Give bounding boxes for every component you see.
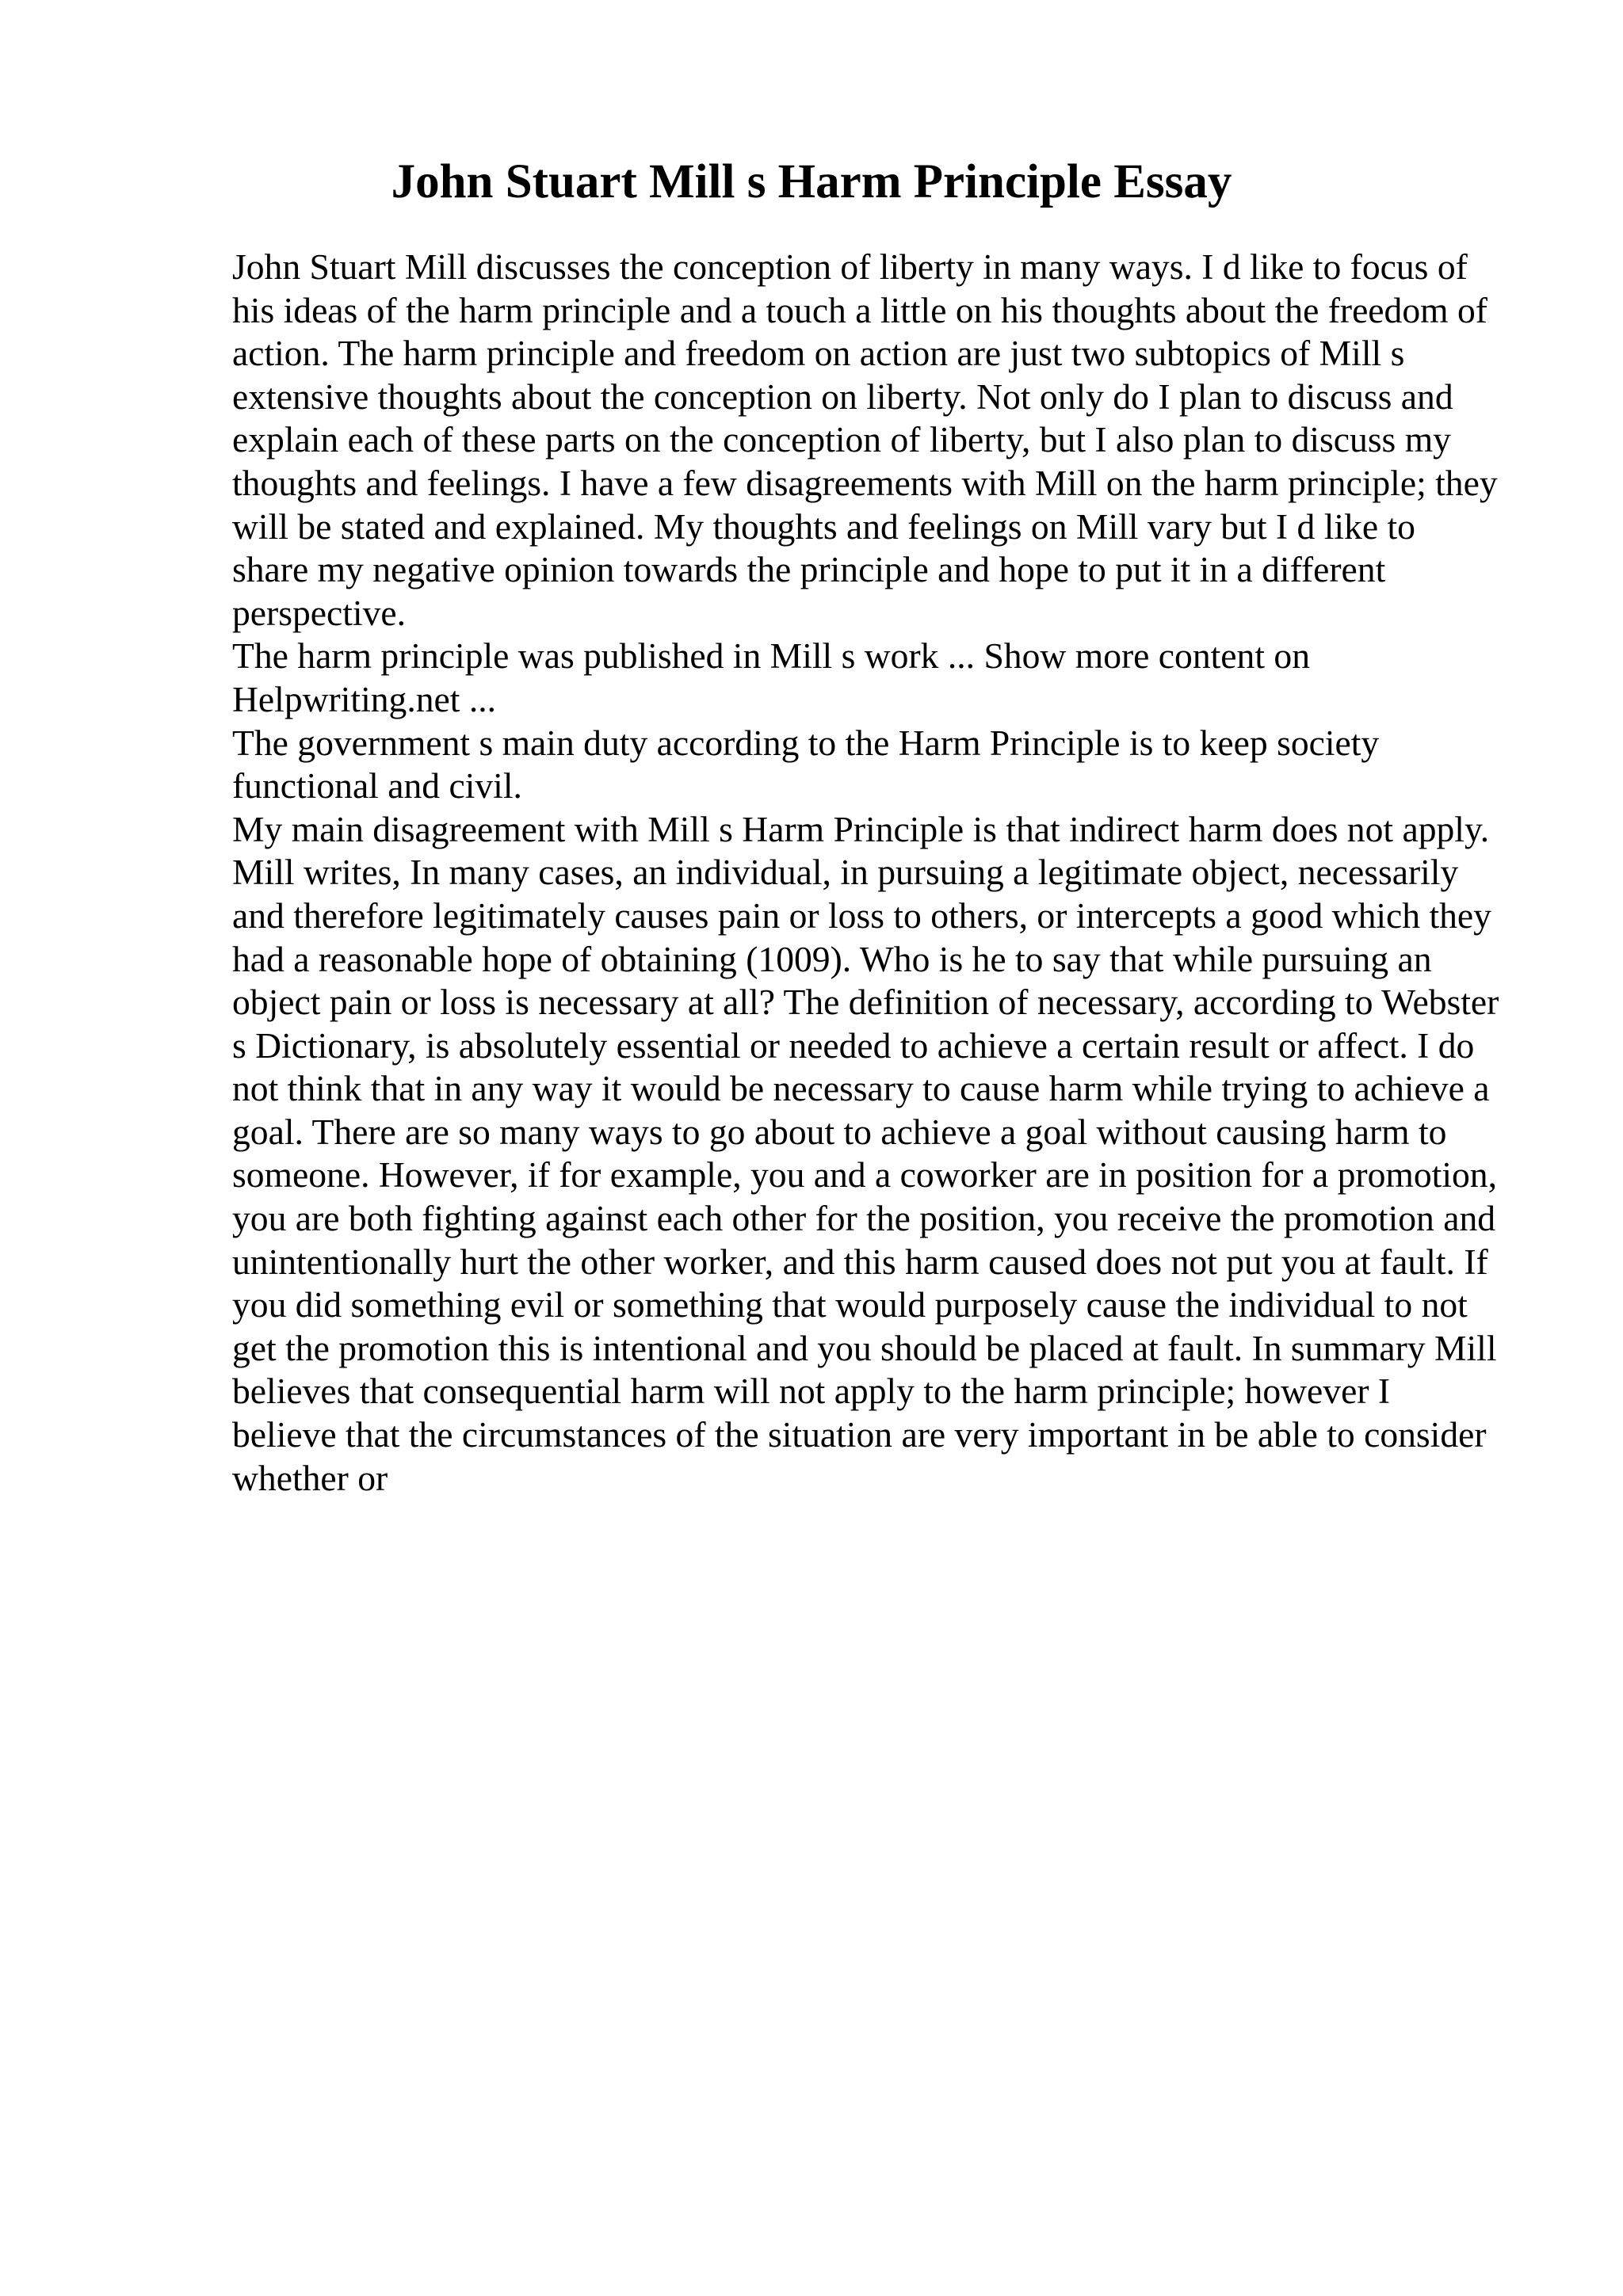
paragraph-disagreement: My main disagreement with Mill s Harm Principle is that indirect harm does not apply. Mill writes, In many cases, an individual, in pursuing a legitimate object, necessarily and therefore legitimately causes pain or loss to others, or intercepts a good which they had a reasonable hope of obtaining (1009). Who is he to say that while pursuing an object pain or loss is necessary at all? The definition of necessary, according to Webster s Dictionary, is absolutely essential or needed to achieve a certain result or affect. I do not think that in any way it would be necessary to cause harm while trying to achieve a goal. There are so many ways to go about to achieve a goal without causing harm to someone. However, if for example, you and a coworker are in position for a promotion, you are both fighting against each other for the position, you receive the promotion and unintentionally hurt the other worker, and this harm caused does not put you at fault. If you did something evil or something that would purposely cause the individual to not get the promotion this is intentional and you should be placed at fault. In summary Mill believes that consequential harm will not apply to the harm principle; however I believe that the circumstances of the situation are very important in be able to consider whether or [232, 808, 1499, 1498]
paragraph-publication: The harm principle was published in Mill s work ... Show more content on Helpwriting.net ... [232, 635, 1310, 719]
document-body [232, 246, 1500, 1500]
paragraph-government-duty: The government s main duty according to the Harm Principle is to keep society functional and civil. [232, 722, 1380, 807]
paragraph-intro: John Stuart Mill discusses the conception of liberty in many ways. I d like to focus of his ideas of the harm principle and a touch a little on his thoughts about the freedom of action. The harm principle and freedom on action are just two subtopics of Mill s extensive thoughts about the conception on liberty. Not only do I plan to discuss and explain each of these parts on the conception of liberty, but I also plan to discuss my thoughts and feelings. I have a few disagreements with Mill on the harm principle; they will be stated and explained. My thoughts and feelings on Mill vary but I d like to share my negative opinion towards the principle and hope to put it in a different perspective. [232, 246, 1498, 633]
document-title: John Stuart Mill s Harm Principle Essay [391, 155, 1232, 208]
